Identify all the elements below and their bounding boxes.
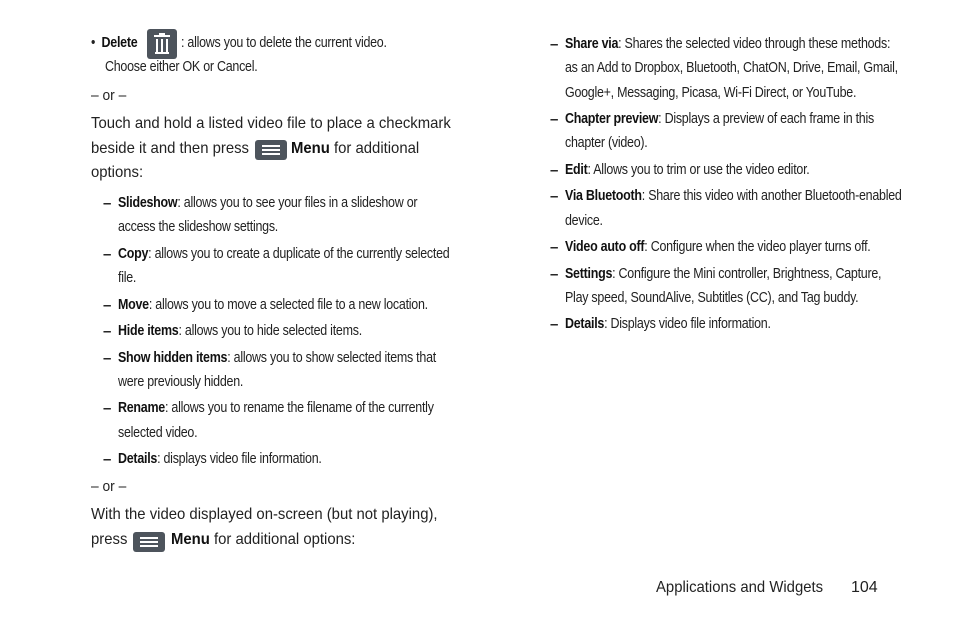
item-label: Via Bluetooth: [565, 188, 642, 204]
video-line-2b-text: for additional options:: [209, 531, 356, 548]
delete-desc: : allows you to delete the current video.: [181, 35, 387, 51]
touch-line-2b-text: for additional: [329, 140, 420, 157]
item-label: Details: [118, 451, 158, 467]
dash: –: [103, 195, 112, 212]
item-label: Rename: [118, 400, 165, 416]
item-label: Chapter preview: [565, 111, 659, 127]
list-item-text-2: were previously hidden.: [118, 374, 244, 390]
list-item-chapter-preview: [550, 111, 558, 129]
dash: –: [103, 451, 112, 468]
dash: –: [103, 246, 112, 263]
item-desc: : Shares the selected video through these methods:: [618, 36, 891, 52]
bullet: •: [91, 35, 96, 51]
item-desc: : displays video file information.: [157, 451, 322, 467]
dash: –: [103, 350, 112, 367]
list-item-text-2: file.: [118, 270, 137, 286]
list-item-text: [565, 239, 870, 255]
dash: –: [550, 239, 559, 256]
dash: –: [550, 266, 559, 283]
dash: –: [550, 316, 559, 333]
page-number: 104: [851, 579, 878, 596]
list-item-text: [565, 111, 874, 127]
list-item-text-3: Google+, Messaging, Picasa, Wi-Fi Direct, or YouTube.: [565, 85, 857, 101]
item-desc: : allows you to show selected items that: [227, 350, 436, 366]
menu-label-2: Menu: [171, 531, 210, 548]
footer-section-title: Applications and Widgets: [656, 579, 824, 596]
item-label: Hide items: [118, 323, 179, 339]
list-item-move: [103, 297, 111, 315]
touch-line-2b: [291, 140, 419, 158]
list-item-edit: [550, 162, 558, 180]
list-item-text: [118, 323, 362, 339]
menu-icon: [255, 140, 287, 160]
item-desc: : Configure the Mini controller, Brightness, Capture,: [612, 266, 882, 282]
trash-icon: [147, 29, 177, 59]
list-item-text: [118, 246, 449, 262]
touch-line-2a: beside it and then press: [91, 140, 249, 157]
menu-icon-box-1: [255, 140, 287, 160]
video-line-2b: [171, 531, 355, 549]
list-item-video-auto-off: [550, 239, 558, 257]
item-desc: : Allows you to trim or use the video editor.: [587, 162, 810, 178]
item-desc: : allows you to rename the filename of the currently: [164, 400, 434, 416]
menu-icon-box-2: [133, 532, 165, 552]
list-item-text-2: chapter (video).: [565, 135, 648, 151]
list-item-details-right: [550, 316, 558, 334]
delete-entry: [91, 34, 145, 52]
video-line-1: With the video displayed on-screen (but not playing),: [91, 506, 438, 523]
list-item-text-2: device.: [565, 213, 603, 229]
dash: –: [103, 297, 112, 314]
dash: –: [550, 36, 559, 53]
item-desc: : allows you to move a selected file to a new location.: [148, 297, 428, 313]
menu-icon: [133, 532, 165, 552]
item-label: Move: [118, 297, 149, 313]
touch-line-3: options:: [91, 164, 144, 181]
list-item-hide-items: [103, 323, 111, 341]
menu-label: Menu: [291, 140, 330, 157]
list-item-slideshow: [103, 195, 111, 213]
item-label: Settings: [565, 266, 613, 282]
item-desc: : Displays a preview of each frame in this: [658, 111, 874, 127]
item-label: Copy: [118, 246, 149, 262]
item-desc: : allows you to create a duplicate of the currently selected: [148, 246, 450, 262]
item-desc: : allows you to see your files in a slideshow or: [177, 195, 418, 211]
list-item-text: [118, 350, 436, 366]
touch-line-1: Touch and hold a listed video file to place a checkmark: [91, 115, 451, 132]
list-item-text: [565, 36, 890, 52]
item-label: Show hidden items: [118, 350, 228, 366]
list-item-text: [565, 266, 881, 282]
item-desc: : Configure when the video player turns off.: [644, 239, 871, 255]
dash: –: [103, 323, 112, 340]
list-item-details: [103, 451, 111, 469]
or-separator-2: – or –: [91, 478, 127, 495]
list-item-text-2: access the slideshow settings.: [118, 219, 279, 235]
dash: –: [103, 400, 112, 417]
list-item-copy: [103, 246, 111, 264]
list-item-text: [118, 195, 417, 211]
list-item-text-2: Play speed, SoundAlive, Subtitles (CC), and Tag buddy.: [565, 290, 859, 306]
or-separator-1: – or –: [91, 87, 127, 104]
item-desc: : Share this video with another Bluetooth-enabled: [641, 188, 902, 204]
list-item-text: [118, 451, 322, 467]
item-label: Details: [565, 316, 605, 332]
list-item-text: [565, 162, 809, 178]
item-desc: : allows you to hide selected items.: [178, 323, 362, 339]
list-item-show-hidden-items: [103, 350, 111, 368]
delete-label: Delete: [101, 35, 138, 51]
list-item-text: [565, 188, 902, 204]
delete-desc-2: Choose either OK or Cancel.: [105, 59, 258, 75]
list-item-text: [118, 400, 434, 416]
list-item-text-2: as an Add to Dropbox, Bluetooth, ChatON, Drive, Email, Gmail,: [565, 60, 898, 76]
list-item-text: [565, 316, 771, 332]
list-item-share-via: [550, 36, 558, 54]
item-label: Slideshow: [118, 195, 178, 211]
item-label: Share via: [565, 36, 619, 52]
video-line-2a: press: [91, 531, 128, 548]
trash-icon-box: [147, 29, 177, 59]
item-label: Video auto off: [565, 239, 645, 255]
list-item-via-bluetooth: [550, 188, 558, 206]
list-item-text: [118, 297, 428, 313]
dash: –: [550, 111, 559, 128]
list-item-rename: [103, 400, 111, 418]
list-item-text-2: selected video.: [118, 425, 198, 441]
list-item-settings: [550, 266, 558, 284]
touch-line-2: [91, 140, 261, 158]
dash: –: [550, 188, 559, 205]
item-label: Edit: [565, 162, 588, 178]
dash: –: [550, 162, 559, 179]
item-desc: : Displays video file information.: [604, 316, 771, 332]
